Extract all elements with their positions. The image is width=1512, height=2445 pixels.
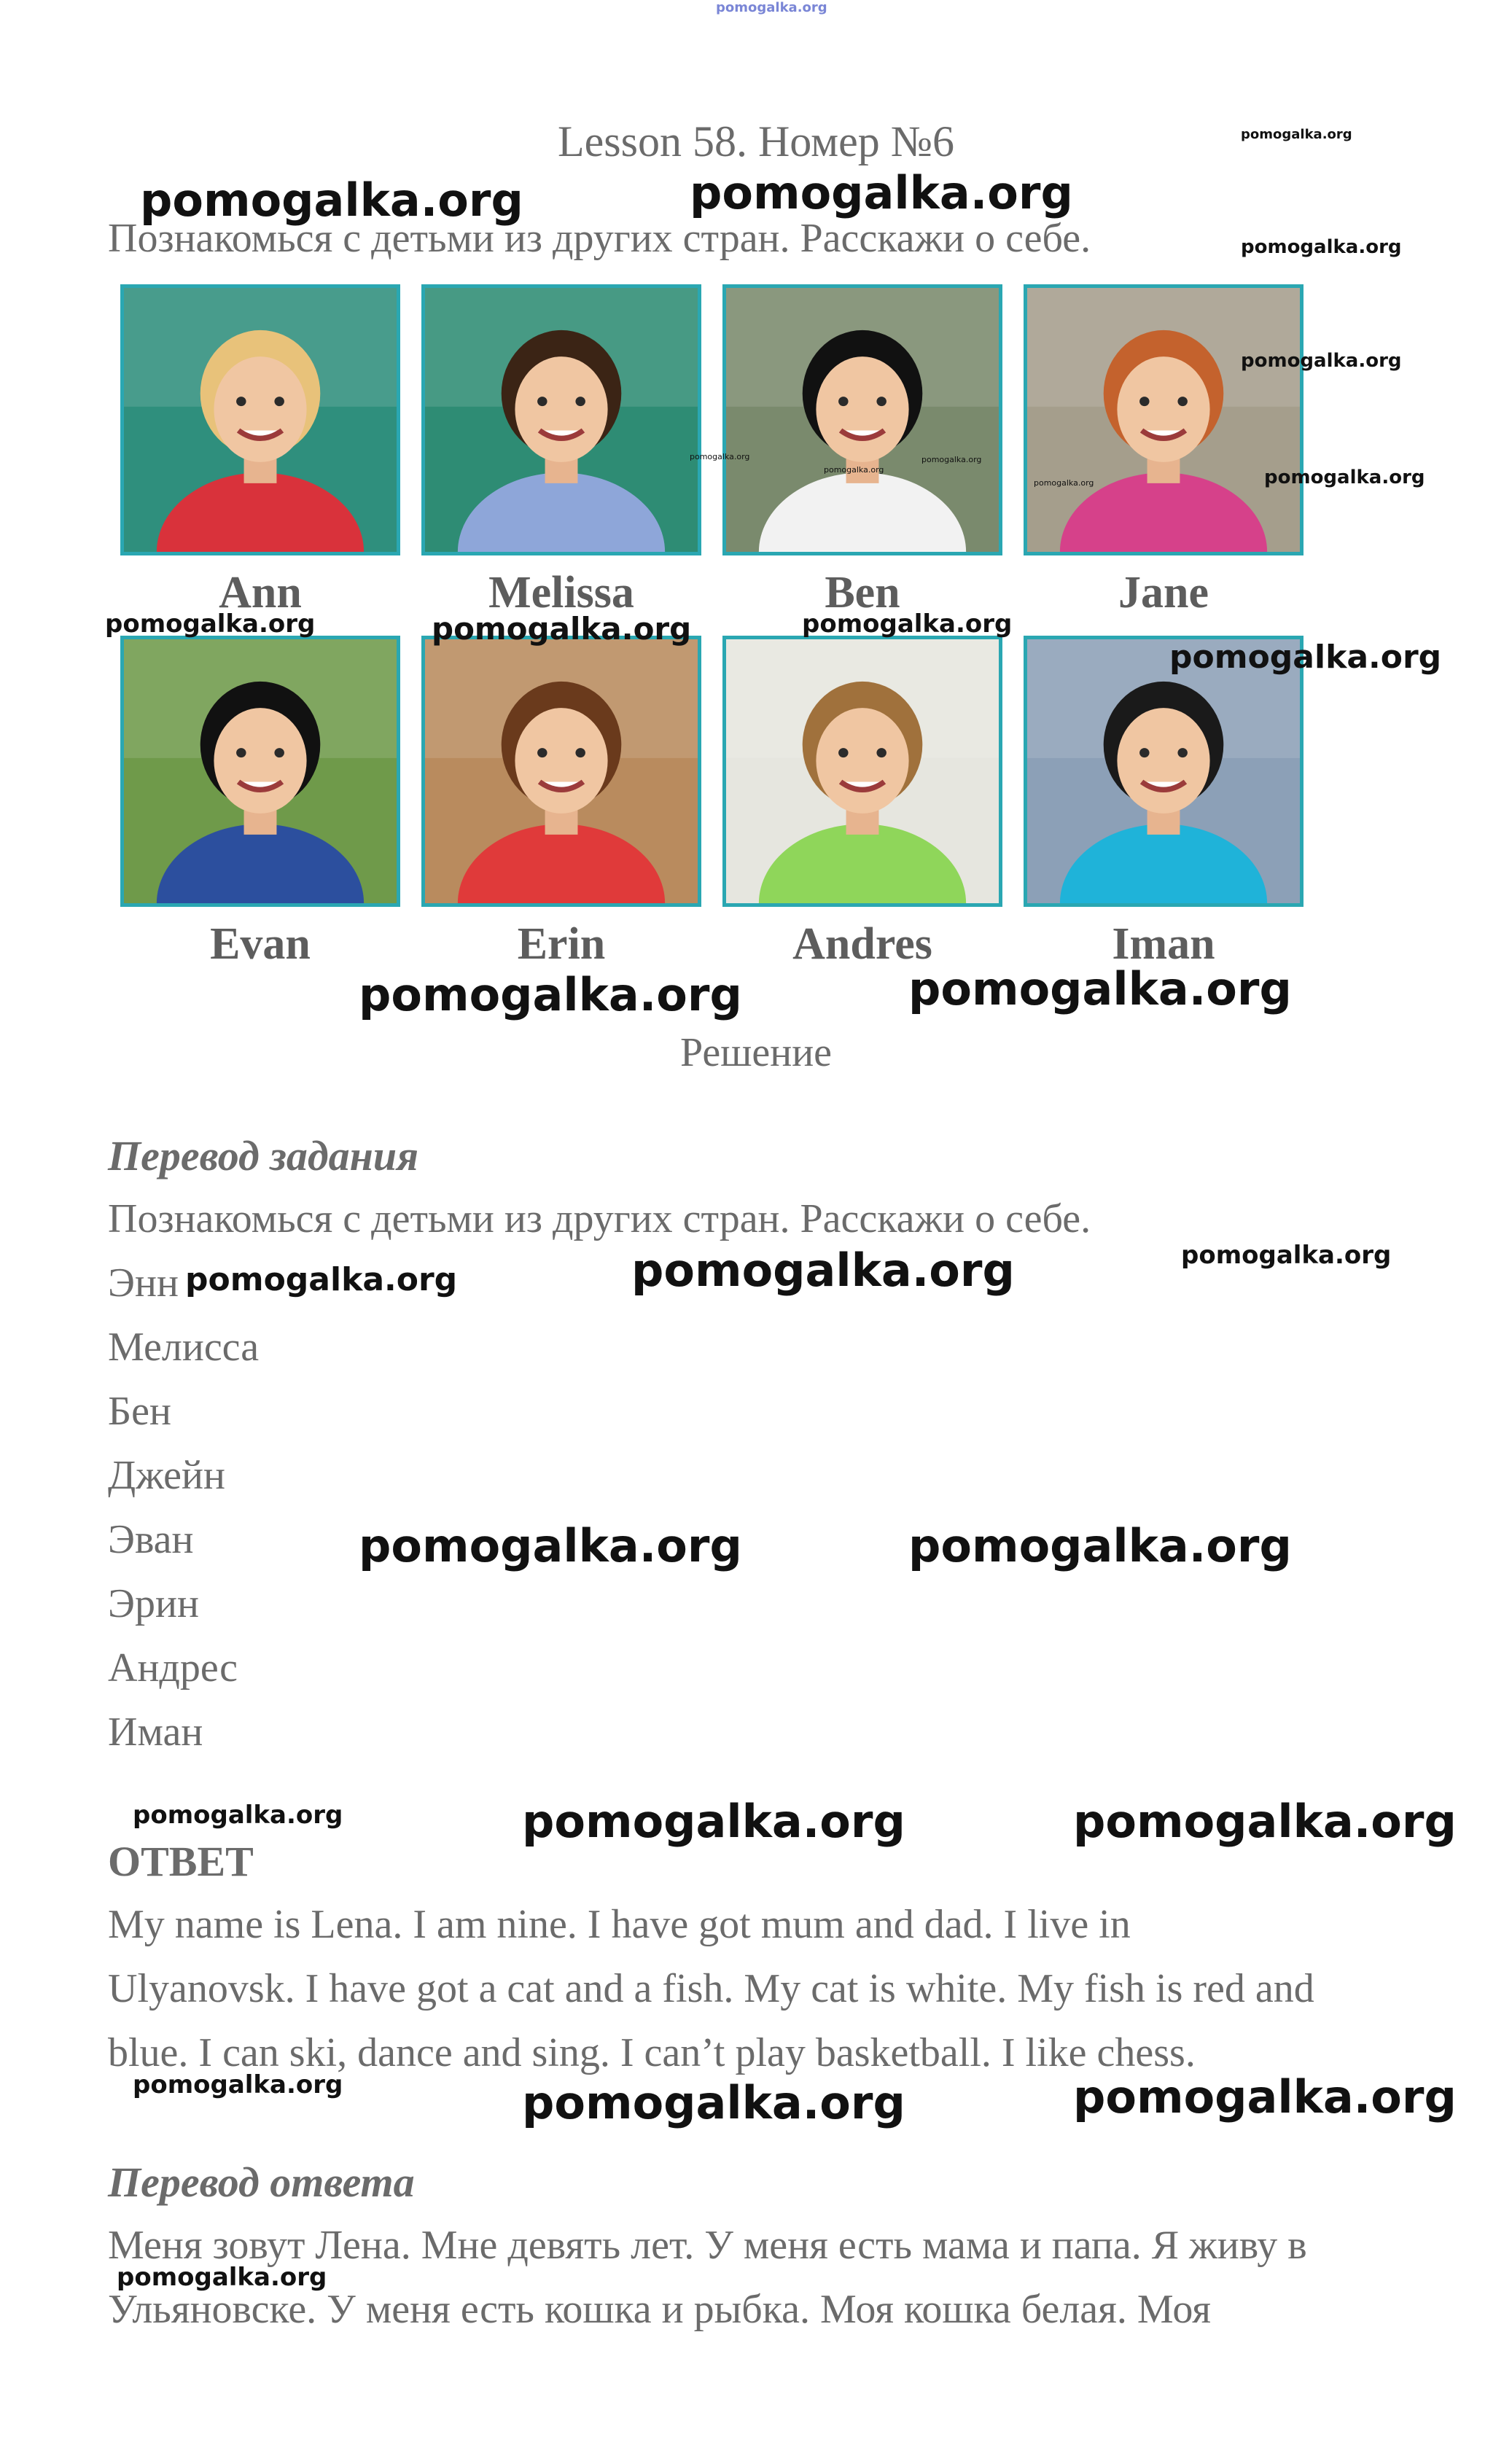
photo-ann [120,284,400,555]
watermark: pomogalka.org [690,452,750,461]
watermark: pomogalka.org [133,1801,343,1830]
answer-line-2: Ulyanovsk. I have got a cat and a fish. My cat is white. My fish is red and [108,1966,1314,2011]
watermark: pomogalka.org [117,2263,327,2292]
watermark: pomogalka.org [908,962,1292,1015]
page-title: Lesson 58. Номер №6 [557,117,954,165]
watermark: pomogalka.org [105,609,316,639]
caption-erin: Erin [517,919,606,969]
watermark: pomogalka.org [185,1261,458,1298]
watermark: pomogalka.org [359,968,742,1021]
solution-label: Решение [679,1030,833,1075]
name-ru-5: Эван [108,1517,194,1562]
watermark: pomogalka.org [824,465,884,475]
watermark: pomogalka.org [802,609,1013,639]
watermark: pomogalka.org [1241,127,1352,142]
watermark: pomogalka.org [140,173,523,227]
watermark: pomogalka.org [133,2070,343,2099]
name-ru-3: Бен [108,1389,171,1434]
watermark: pomogalka.org [522,2076,905,2129]
photo-jane [1024,284,1303,555]
photo-melissa [421,284,701,555]
photo-erin [421,636,701,907]
caption-melissa: Melissa [488,568,634,617]
name-ru-2: Мелисса [108,1325,260,1370]
watermark: pomogalka.org [1241,236,1402,258]
watermark: pomogalka.org [631,1244,1015,1297]
watermark: pomogalka.org [1169,639,1442,676]
watermark: pomogalka.org [921,455,982,464]
watermark: pomogalka.org [1073,2070,1457,2124]
name-ru-8: Иман [108,1709,203,1755]
photo-evan [120,636,400,907]
caption-evan: Evan [210,919,311,969]
name-ru-1: Энн [108,1260,179,1306]
watermark-top: pomogalka.org [716,0,827,15]
translation-task: Познакомься с детьми из других стран. Расскажи о себе. [108,1196,1091,1241]
watermark: pomogalka.org [1241,350,1402,372]
photo-iman [1024,636,1303,907]
caption-jane: Jane [1118,568,1209,617]
watermark: pomogalka.org [690,166,1073,219]
answer-line-3: blue. I can ski, dance and sing. I can’t play basketball. I like chess. [108,2030,1196,2075]
caption-ann: Ann [219,568,302,617]
watermark: pomogalka.org [1034,478,1094,488]
answer-translation-heading: Перевод ответа [108,2159,415,2206]
caption-iman: Iman [1112,919,1215,969]
photo-andres [722,636,1002,907]
answer-translation-line-2: Ульяновске. У меня есть кошка и рыбка. Моя кошка белая. Моя [108,2287,1212,2332]
task-text: Познакомься с детьми из других стран. Расскажи о себе. [108,216,1091,261]
translation-heading: Перевод задания [108,1132,418,1179]
watermark: pomogalka.org [1073,1795,1457,1848]
name-ru-4: Джейн [108,1453,225,1498]
watermark: pomogalka.org [1264,467,1425,488]
watermark: pomogalka.org [1181,1241,1392,1270]
answer-heading: ОТВЕТ [108,1838,254,1885]
answer-translation-line-1: Меня зовут Лена. Мне девять лет. У меня есть мама и папа. Я живу в [108,2223,1307,2268]
caption-andres: Andres [792,919,932,969]
caption-ben: Ben [825,568,900,617]
photo-ben [722,284,1002,555]
answer-line-1: My name is Lena. I am nine. I have got mum and dad. I live in [108,1902,1131,1947]
watermark: pomogalka.org [432,611,692,647]
watermark: pomogalka.org [359,1519,742,1572]
watermark: pomogalka.org [522,1795,905,1848]
watermark: pomogalka.org [908,1519,1292,1572]
name-ru-6: Эрин [108,1581,199,1626]
name-ru-7: Андрес [108,1645,238,1691]
